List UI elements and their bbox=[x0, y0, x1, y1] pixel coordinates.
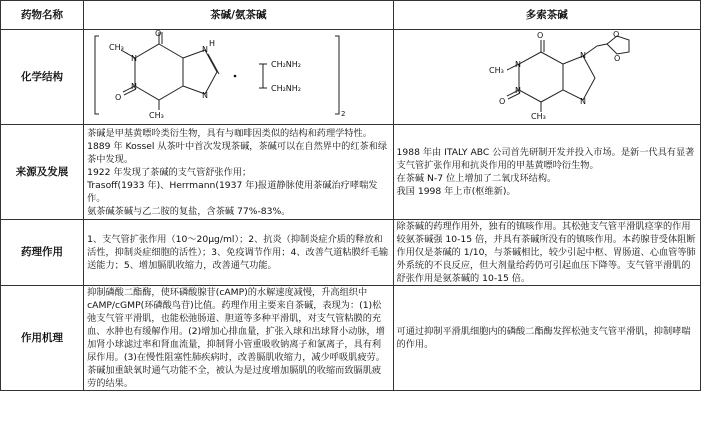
theo-n4: N bbox=[202, 91, 209, 100]
eda-top: CH₂NH₂ bbox=[271, 60, 302, 69]
doxofylline-source bbox=[393, 125, 700, 220]
doxo-n4: N bbox=[579, 97, 586, 106]
theophylline-mechanism: 抑制磷酸二酯酶，使环磷酸腺苷(cAMP)的水解速度减慢，升高组织中 cAMP/cGMP(环磷酸鸟苷)比值。药理作用主要来自茶碱，表现为：(1)松弛支气管平滑肌，也能松弛肠道、胆道等多种平滑肌，对支气管粘膜的充血、水肿也有缓解作用。(2)增加心排血量，扩张入球和出球肾小动脉，增加肾小球滤过率和肾血流量，抑制肾小管重吸收钠离子和氯离子，具有利尿作用。(3)在慢性阻塞性肺疾病时，改善膈肌收缩力，减少呼吸肌疲劳。茶碱加重缺氧时通气功能不全，被认为是过度增加膈肌的收缩而致膈肌疲劳的结果。 bbox=[84, 286, 393, 391]
doxo-o3: O bbox=[612, 30, 619, 39]
doxo-n1: N bbox=[514, 60, 521, 69]
theophylline-structure-diagram bbox=[87, 30, 383, 120]
salt-dot bbox=[234, 75, 237, 78]
theo-n3: N bbox=[202, 45, 209, 54]
doxo-o4: O bbox=[613, 54, 620, 63]
theophylline-source-p3: Trasoff(1933 年)、Herrmann(1937 年)报道静脉使用茶碱治疗哮喘发作。 bbox=[87, 179, 378, 204]
doxo-ch3-b: CH₃ bbox=[530, 112, 546, 120]
doxofylline-mechanism: 可通过抑制平滑肌细胞内的磷酸二酯酶发挥松弛支气管平滑肌，抑制哮喘的作用。 bbox=[393, 286, 700, 391]
label-chemical-structure: 化学结构 bbox=[1, 30, 84, 125]
eda-bottom: CH₂NH₂ bbox=[271, 84, 302, 93]
header-row bbox=[1, 1, 701, 30]
doxo-n2: N bbox=[514, 86, 521, 95]
theo-ch3-b: CH₃ bbox=[149, 111, 164, 120]
theophylline-pharmacology: 1、支气管扩张作用（10～20μg/ml）；2、抗炎（抑制炎症介质的释放和活性，抑制炎症细胞的活性）；3、免疫调节作用；4、改善气道粘膜纤毛输送能力；5、增加膈肌收缩力，改善通气功能。 bbox=[84, 220, 393, 286]
doxofylline-source-p2: 在茶碱 N-7 位上增加了二氧戊环结构。 bbox=[396, 173, 557, 184]
doxo-n3: N bbox=[579, 51, 586, 60]
doxo-ch3-a: CH₃ bbox=[488, 66, 504, 75]
label-pharmacology: 药理作用 bbox=[1, 220, 84, 286]
theo-o2: O bbox=[115, 93, 122, 102]
header-doxofylline: 多索茶碱 bbox=[393, 1, 700, 30]
doxofylline-structure bbox=[393, 30, 700, 125]
theophylline-source-p2: 1922 年发现了茶碱的支气管舒张作用； bbox=[87, 166, 252, 178]
doxo-o2: O bbox=[498, 97, 505, 106]
doxofylline-source-p3: 我国 1998 年上市(枢维新)。 bbox=[396, 186, 516, 197]
doxofylline-pharmacology: 除茶碱的药理作用外，独有的镇咳作用。其松弛支气管平滑肌痉挛的作用较氨茶碱强 10-15 倍，并具有茶碱所没有的镇咳作用。本药腺苷受体阻断作用仅是茶碱的 1/10，与茶碱相比，较少引起中枢、胃肠道、心血管等肺外系统的不良反应，但大剂量给药仍可引起血压下降等。支气管平滑肌的舒张作用是氨茶碱的 10-15 倍。 bbox=[393, 220, 700, 286]
eda-subscript: 2 bbox=[341, 110, 346, 118]
theo-n2: N bbox=[131, 82, 138, 91]
theo-o1: O bbox=[155, 30, 162, 38]
theo-h: H bbox=[209, 39, 216, 48]
theophylline-source-p4: 氨茶碱茶碱与乙二胺的复盐，含茶碱 77%-83%。 bbox=[87, 205, 291, 217]
theophylline-structure bbox=[84, 30, 393, 125]
doxofylline-source-p1: 1988 年由 ITALY ABC 公司首先研制开发并投入市场。是新一代具有显著支气管扩张作用和抗炎作用的甲基黄嘌呤衍生物。 bbox=[396, 147, 695, 171]
row-pharmacology bbox=[1, 220, 701, 286]
doxo-o1: O bbox=[536, 31, 543, 40]
row-chemical-structure bbox=[1, 30, 701, 125]
row-mechanism bbox=[1, 286, 701, 391]
header-drug-name: 药物名称 bbox=[1, 1, 84, 30]
label-mechanism: 作用机理 bbox=[1, 286, 84, 391]
theophylline-source bbox=[84, 125, 393, 220]
doxofylline-structure-diagram bbox=[397, 30, 691, 120]
theo-ch3-a: CH₃ bbox=[109, 43, 124, 52]
theophylline-source-p1: 茶碱是甲基黄嘌呤类衍生物，具有与咖啡因类似的结构和药理学特性。1889 年 Kossel 从茶叶中首次发现茶碱，茶碱可以在自然界中的红茶和绿茶中发现。 bbox=[87, 127, 388, 165]
header-theophylline: 茶碱/氨茶碱 bbox=[84, 1, 393, 30]
theo-n1: N bbox=[131, 54, 138, 63]
label-source-development: 来源及发展 bbox=[1, 125, 84, 220]
row-source-development bbox=[1, 125, 701, 220]
